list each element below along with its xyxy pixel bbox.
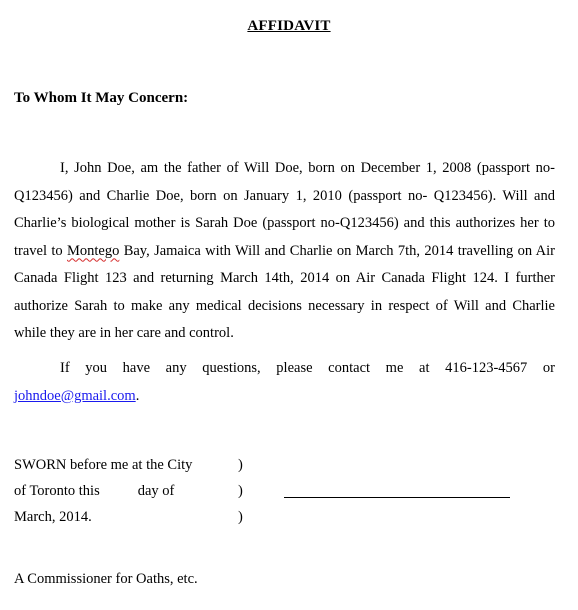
bracket-1: ) — [238, 457, 243, 473]
sworn-line-2-start: of Toronto this — [14, 483, 100, 499]
bracket-3: ) — [238, 509, 243, 525]
spellcheck-word: Montego — [66, 242, 120, 259]
commissioner-label: A Commissioner for Oaths, etc. — [14, 571, 198, 587]
sworn-line-2 — [14, 483, 174, 500]
contact-text: If you have any questions, please contact me at 416-123-4567 or — [60, 360, 555, 376]
email-link[interactable]: johndoe@gmail.com — [14, 387, 136, 404]
sworn-line-2-day: day of — [137, 483, 175, 499]
paragraph-text-start: I, John Doe, am the father of Will Doe, born on December 1, 2008 (passport no-Q123456) and Charlie Doe, born on January 1, 2010 (passport no- Q123456). Will and Charlie’s biological mother is Sarah Doe (passport no-Q123456) and this authorizes her to travel to — [14, 160, 555, 259]
sworn-line-3: March, 2014. — [14, 509, 92, 525]
contact-end: . — [135, 387, 140, 404]
sworn-line-1: SWORN before me at the City — [14, 457, 193, 473]
document-title: AFFIDAVIT — [247, 18, 331, 34]
paragraph-text-end: Bay, Jamaica with Will and Charlie on March 7th, 2014 travelling on Air Canada Flight 123 and returning March 14th, 2014 on Air Canada Flight 124. I further authorize Sarah to make any medical decisions necessary in respect of Will and Charlie while they are in her care and control. — [14, 242, 555, 341]
contact-paragraph — [14, 355, 555, 410]
authorization-paragraph — [14, 155, 555, 348]
salutation: To Whom It May Concern: — [14, 90, 189, 106]
bracket-2: ) — [238, 483, 243, 499]
signature-line — [284, 497, 510, 498]
